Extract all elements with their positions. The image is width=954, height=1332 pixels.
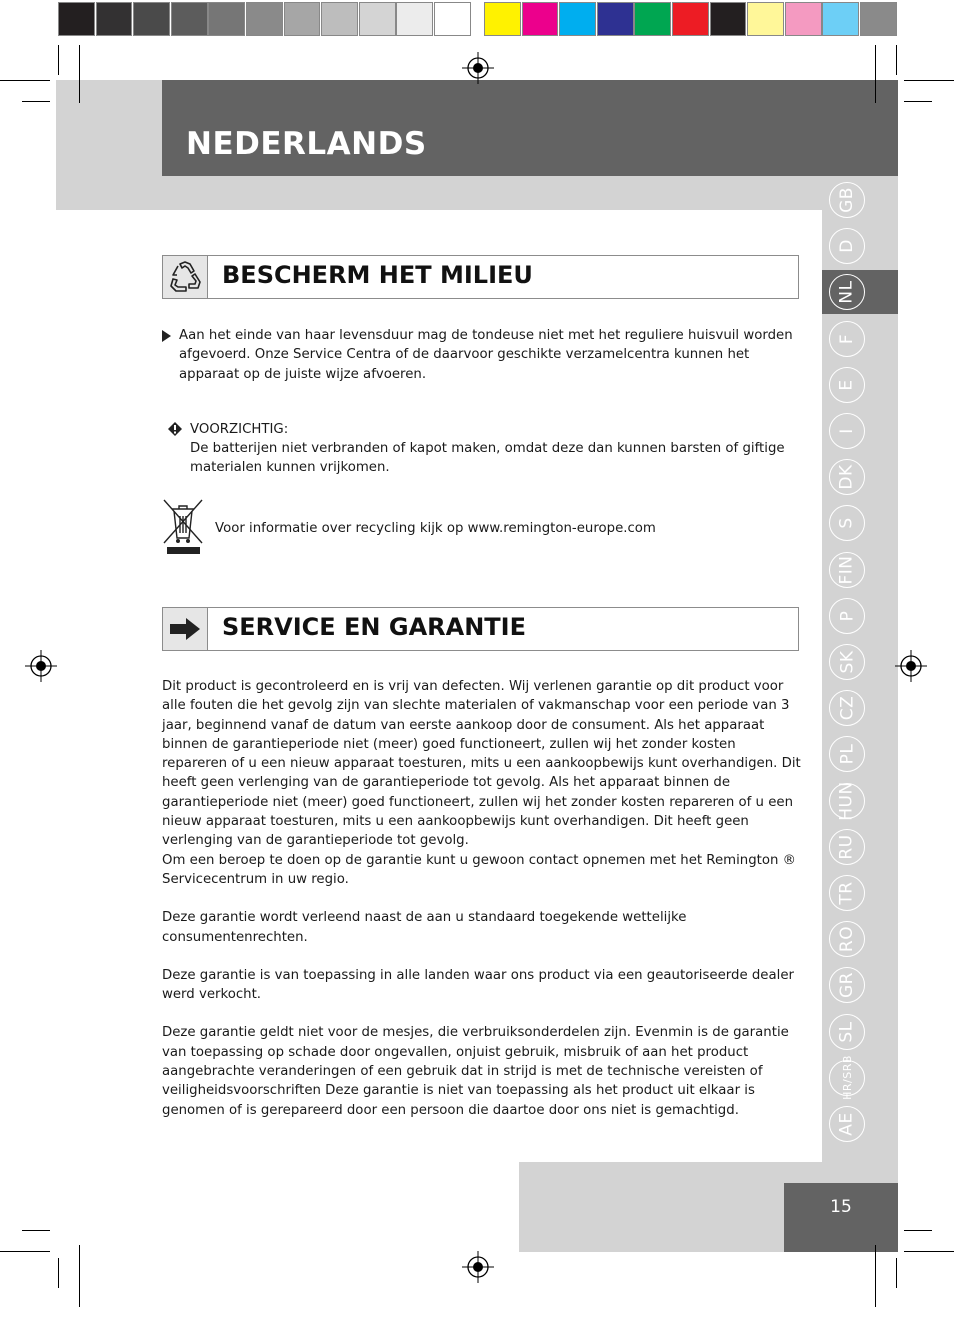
language-tab-cz[interactable]: [822, 686, 872, 730]
language-tab-pl[interactable]: [822, 732, 872, 776]
crop-mark: [875, 45, 876, 103]
language-tab-circle: [829, 967, 865, 1003]
page-number: 15: [830, 1197, 852, 1217]
registration-mark: [462, 52, 494, 84]
crop-mark: [58, 1258, 59, 1288]
page-number-box: [784, 1183, 898, 1252]
language-tab-circle: [829, 875, 865, 911]
caution-icon: [168, 422, 182, 436]
page-title: NEDERLANDS: [186, 126, 427, 162]
language-tab-label: CZ: [837, 695, 857, 721]
language-tab-circle: [829, 505, 865, 541]
crop-mark: [0, 80, 50, 81]
language-tab-sk[interactable]: [822, 640, 872, 684]
warranty-paragraph: Deze garantie is van toepassing in alle landen waar ons product via een geautoriseerde dealer werd verkocht.: [162, 967, 794, 1003]
gray-swatch: [133, 2, 170, 36]
gray-swatch: [359, 2, 396, 36]
crop-mark: [22, 101, 50, 102]
language-tab-circle: [829, 1055, 865, 1101]
language-tab-circle: [829, 921, 865, 957]
language-tab-hun[interactable]: [822, 779, 872, 823]
language-tab-label: PL: [836, 744, 857, 765]
recycling-info-text: Voor informatie over recycling kijk op www.remington-europe.com: [215, 521, 656, 536]
language-tab-s[interactable]: [822, 501, 872, 545]
color-swatch: [672, 2, 709, 36]
color-swatch: [785, 2, 822, 36]
language-tab-label: AE: [837, 1112, 857, 1136]
gray-swatch: [246, 2, 283, 36]
crop-mark: [904, 1251, 954, 1252]
warranty-text: [162, 677, 802, 1120]
gray-swatch: [96, 2, 133, 36]
registration-mark: [895, 650, 927, 682]
language-tab-label: RO: [836, 926, 857, 953]
crop-mark: [896, 1258, 897, 1288]
language-tab-gb[interactable]: [822, 178, 872, 222]
language-tab-label: DK: [837, 464, 857, 490]
warranty-paragraph: Deze garantie wordt verleend naast de aan u standaard toegekende wettelijke consumentenrechten.: [162, 910, 687, 945]
language-tab-label: D: [837, 239, 857, 253]
language-tab-hr-srb[interactable]: [822, 1056, 872, 1100]
color-swatch: [710, 2, 747, 36]
language-tab-label: HR/SRB: [840, 1055, 854, 1101]
language-tab-circle: [829, 736, 865, 772]
language-tab-label: FIN: [836, 555, 857, 585]
service-section-title: SERVICE EN GARANTIE: [222, 613, 526, 641]
disposal-text: Aan het einde van haar levensduur mag de tondeuse niet met het reguliere huisvuil worden afgevoerd. Onze Service Centra of de daarvoor geschikte verzamelcentra kunnen het apparaat op de juiste wijze afvoeren.: [179, 328, 793, 382]
language-tab-label: SK: [836, 650, 857, 674]
crossed-bin-icon: [162, 497, 204, 557]
crop-mark: [79, 45, 80, 103]
color-swatch: [634, 2, 671, 36]
language-tab-label: SL: [836, 1020, 857, 1043]
weee-notice: [162, 497, 802, 559]
language-tab-fin[interactable]: [822, 548, 872, 592]
crop-mark: [0, 1251, 50, 1252]
crop-mark: [79, 1245, 80, 1307]
language-tab-circle: [829, 780, 865, 821]
registration-mark: [462, 1251, 494, 1283]
crop-mark: [896, 45, 897, 75]
language-tab-circle: [829, 228, 865, 264]
language-tab-label: I: [836, 428, 857, 434]
language-tab-circle: [829, 321, 865, 357]
language-tab-label: P: [836, 610, 857, 622]
crop-mark: [875, 1245, 876, 1307]
caution-title: VOORZICHTIG:: [190, 422, 289, 437]
environment-section-header: [162, 255, 799, 299]
language-tab-circle: [829, 829, 865, 865]
language-tab-label: F: [837, 333, 857, 344]
color-swatch: [822, 2, 859, 36]
language-tab-p[interactable]: [822, 594, 872, 638]
language-tab-circle: [829, 182, 865, 218]
language-tab-ru[interactable]: [822, 825, 872, 869]
language-tab-i[interactable]: [822, 409, 872, 453]
gray-swatch: [434, 2, 471, 36]
gray-swatch: [284, 2, 321, 36]
warranty-contact-paragraph: Om een beroep te doen op de garantie kunt u gewoon contact opnemen met het Remington ® Servicecentrum in uw regio.: [162, 852, 796, 887]
language-tab-circle: [829, 459, 865, 495]
language-tab-circle: [829, 598, 865, 634]
environment-section-title: BESCHERM HET MILIEU: [222, 261, 533, 289]
language-tab-e[interactable]: [822, 363, 872, 407]
crop-mark: [22, 1230, 50, 1231]
crop-mark: [58, 45, 59, 75]
color-swatch: [597, 2, 634, 36]
gray-swatch: [171, 2, 208, 36]
language-tab-circle: [829, 367, 865, 403]
language-tab-label: E: [837, 379, 857, 391]
crop-mark: [904, 80, 954, 81]
language-tab-label: GR: [837, 972, 857, 999]
crop-mark: [904, 101, 932, 102]
language-tab-ae[interactable]: [822, 1102, 872, 1146]
language-tab-circle: [829, 274, 865, 310]
color-calibration-bar: [0, 0, 954, 38]
language-tab-tr[interactable]: [822, 871, 872, 915]
language-tab-label: RU: [836, 834, 857, 860]
registration-mark: [25, 650, 57, 682]
gray-swatch: [58, 2, 95, 36]
language-tab-label: TR: [836, 881, 857, 905]
language-tab-circle: [829, 552, 865, 588]
color-swatch: [522, 2, 559, 36]
language-tab-nl[interactable]: [822, 270, 898, 314]
bullet-arrow-icon: [162, 330, 171, 342]
color-swatch: [860, 2, 897, 36]
arrow-right-icon: [163, 608, 208, 650]
gray-swatch: [321, 2, 358, 36]
language-tab-d[interactable]: [822, 224, 872, 268]
language-tab-circle: [829, 1014, 865, 1050]
color-swatch: [484, 2, 521, 36]
gray-swatch: [208, 2, 245, 36]
language-tab-circle: [829, 413, 865, 449]
language-tabs: [822, 172, 872, 1162]
language-tab-gr[interactable]: [822, 963, 872, 1007]
warranty-paragraph: Deze garantie geldt niet voor de mesjes, die verbruiksonderdelen zijn. Evenmin is de garantie van toepassing op schade door ongevallen, onjuist gebruik, misbruik of aan het product aangebrachte veranderingen of een gebruik dat in strijd is met de technische vereisten of veiligheidsvoorschriften Deze garantie is niet van toepassing als het product uit elkaar is genomen of is gerepareerd door een persoon die daartoe door ons niet is gemachtigd.: [162, 1025, 789, 1118]
language-tab-circle: [829, 1106, 865, 1142]
caution-text: De batterijen niet verbranden of kapot maken, omdat deze dan kunnen barsten of giftige materialen kunnen vrijkomen.: [190, 441, 785, 476]
language-tab-label: S: [836, 517, 857, 530]
gray-swatch: [396, 2, 433, 36]
service-section-header: [162, 607, 799, 651]
language-tab-label: NL: [836, 280, 857, 304]
language-tab-label: GB: [837, 187, 857, 213]
language-tab-ro[interactable]: [822, 917, 872, 961]
language-tab-circle: [829, 644, 865, 680]
language-tab-dk[interactable]: [822, 455, 872, 499]
color-swatch: [747, 2, 784, 36]
warranty-paragraph: Dit product is gecontroleerd en is vrij van defecten. Wij verlenen garantie op dit product voor alle fouten die het gevolg zijn van slechte materialen of vakmanschap voor een periode van 3 jaar, beginnend vanaf de datum van eerste aankoop door de consument. Als het apparaat binnen de garantieperiode niet (meer) goed functioneert, zullen wij het zonder kosten repareren of u een nieuw apparaat toesturen, mits u een aankoopbewijs kunt overhandigen. Dit heeft geen verlenging van de garantieperiode tot gevolg. Als het apparaat binnen de garantieperiode niet (meer) goed functioneert, zullen wij het zonder kosten repareren of u een nieuw apparaat toesturen, mits u een aankoopbewijs kunt overhandigen. Dit heeft geen verlenging van de garantieperiode tot gevolg.: [162, 679, 801, 849]
recycle-icon: [163, 256, 208, 298]
crop-mark: [904, 1230, 932, 1231]
language-tab-label: HUN: [837, 780, 858, 821]
language-tab-circle: [829, 690, 865, 726]
language-tab-sl[interactable]: [822, 1010, 872, 1054]
language-tab-f[interactable]: [822, 317, 872, 361]
color-swatch: [559, 2, 596, 36]
